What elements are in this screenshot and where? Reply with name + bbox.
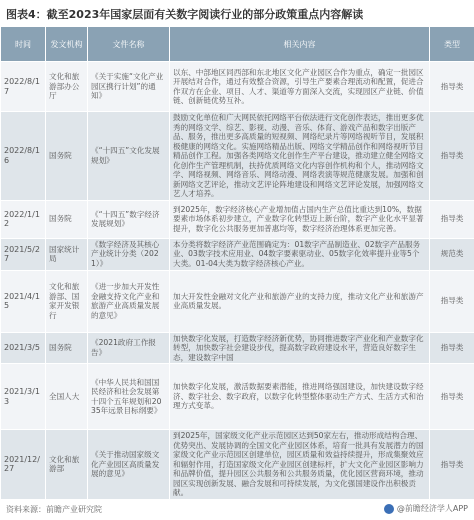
brand-label: @前瞻经济学人APP — [396, 504, 468, 513]
header-doc: 文件名称 — [88, 27, 170, 62]
cell-doc: 《2021政府工作报告》 — [88, 332, 170, 364]
cell-org: 国务院 — [46, 112, 88, 201]
table-row — [1, 364, 474, 430]
cell-org: 全国人大 — [46, 364, 88, 430]
footer — [0, 500, 474, 520]
header-org: 发文机构 — [46, 27, 88, 62]
cell-content: 鼓励文化单位和广大网民依托网络平台依法进行文化创作表达，推出更多优秀的网络文学、综艺、影视、动漫、音乐、体育、游戏产品和数字出版产品、服务，推出更多高质量的短视频、网络纪录片等网络视听节目，发展积极健康的网络文化。实施网络精品出版、网络文学精品创作和网络视听节目精品创作工程。加强各类网络文化创作生产平台建设，推动建立健全网络文化创作生产管理机制，扶持优质网络文化内容创作机构和个人，推动网络文学、网络视频、网络音乐、网络动漫、网络表演等规范健康发展。加强和创新网络文艺评论，推动文艺评论阵地建设和网络文艺评论发展，加强网络文艺人才培养。 — [170, 112, 430, 201]
cell-time: 2022/8/16 — [1, 112, 46, 201]
policy-table — [0, 26, 474, 500]
cell-type: 指导类 — [430, 62, 474, 112]
cell-time: 2021/4/15 — [1, 270, 46, 332]
header-time: 时间 — [1, 27, 46, 62]
cell-doc: 《中华人民共和国国民经济和社会发展第十四个五年规划和2035年远景目标纲要》 — [88, 364, 170, 430]
cell-type: 指导类 — [430, 270, 474, 332]
cell-content: 本分类将数字经济产业范围确定为：01数字产品制造业、02数字产品服务业、03数字技术应用业、04数字要素驱动业、05数字化效率提升业等5个大类。01-04大类为数字经济核心产业。 — [170, 238, 430, 270]
table-row — [1, 112, 474, 201]
cell-doc: 《进一步加大开发性金融支持文化产业和旅游产业高质量发展的意见》 — [88, 270, 170, 332]
cell-time: 2021/3/5 — [1, 332, 46, 364]
cell-type: 指导类 — [430, 112, 474, 201]
cell-content: 加快数字化发展，激活数据要素潜能，推进网络强国建设，加快建设数字经济、数字社会、数字政府，以数字化转型整体驱动生产方式、生活方式和治理方式变革。 — [170, 364, 430, 430]
table-row — [1, 332, 474, 364]
table-row — [1, 200, 474, 238]
cell-time: 2022/1/12 — [1, 200, 46, 238]
cell-content: 加大开发性金融对文化产业和旅游产业的支持力度，推动文化产业和旅游产业高质量发展。 — [170, 270, 430, 332]
table-header-row — [1, 27, 474, 62]
cell-content: 以东、中部地区同西部和东北地区文化产业园区合作为重点，确定一批园区开展结对合作，通过有效整合资源，引导生产要素合理流动和配置，促进合作双方在企业、项目、人才、渠道等方面深入交流，实现园区产业链、价值链、创新链优势互补。 — [170, 62, 430, 112]
cell-org: 国务院 — [46, 200, 88, 238]
cell-time: 2022/8/17 — [1, 62, 46, 112]
cell-content: 加快数字化发展，打造数字经济新优势，协同推进数字产业化和产业数字化转型，加快数字社会建设步伐，提高数字政府建设水平，营造良好数字生态，建设数字中国 — [170, 332, 430, 364]
cell-content: 到2025年，国家级文化产业示范园区达到50家左右，推动形成结构合理、优势突出、发展协调的全国文化产业园区体系，培育一批具有发展潜力的国家级文化产业示范园区创建单位，园区质量和效益持续提升，形成集聚效应和辐射作用，打造国家级文化产业园区创建标杆，扩大文化产业园区影响力和品牌价值，提升园区公共服务和公共服务质量，优化园区营商环境，推动园区实现创新发展、融合发展和可持续发展，为文化强国建设作出积极贡献。 — [170, 430, 430, 500]
brand-logo-icon — [384, 504, 394, 514]
cell-org: 文化和旅游部 — [46, 430, 88, 500]
cell-type: 规范类 — [430, 238, 474, 270]
brand-mark — [384, 503, 468, 514]
cell-doc: 《数字经济及其核心产业统计分类（2021）》 — [88, 238, 170, 270]
header-content: 相关内容 — [170, 27, 430, 62]
cell-type: 指导类 — [430, 332, 474, 364]
cell-type: 指导类 — [430, 430, 474, 500]
table-row — [1, 62, 474, 112]
cell-doc: 《“十四五”文化发展规划》 — [88, 112, 170, 201]
cell-doc: 《“十四五”数字经济发展规划》 — [88, 200, 170, 238]
cell-time: 2021/12/27 — [1, 430, 46, 500]
cell-org: 文化和旅游部、国家开发银行 — [46, 270, 88, 332]
cell-doc: 《关于推动国家级文化产业园区高质量发展的意见》 — [88, 430, 170, 500]
cell-type: 指导类 — [430, 364, 474, 430]
cell-type: 指导类 — [430, 200, 474, 238]
table-row — [1, 430, 474, 500]
cell-org: 国家统计局 — [46, 238, 88, 270]
cell-org: 文化和旅游部办公厅 — [46, 62, 88, 112]
cell-doc: 《关于实施“文化产业园区携行计划”的通知》 — [88, 62, 170, 112]
cell-org: 国务院 — [46, 332, 88, 364]
cell-time: 2021/5/27 — [1, 238, 46, 270]
header-type: 类型 — [430, 27, 474, 62]
chart-title: 图表4：截至2023年国家层面有关数字阅读行业的部分政策重点内容解读 — [6, 8, 364, 21]
cell-content: 到2025年，数字经济核心产业增加值占国内生产总值比重达到10%，数据要素市场体系初步建立，产业数字化转型迈上新台阶，数字产业化水平显著提升，数字化公共服务更加普惠均等，数字经济治理体系更加完善。 — [170, 200, 430, 238]
table-row — [1, 238, 474, 270]
cell-time: 2021/3/13 — [1, 364, 46, 430]
source-note: 资料来源：前瞻产业研究院 — [6, 505, 102, 514]
table-row — [1, 270, 474, 332]
